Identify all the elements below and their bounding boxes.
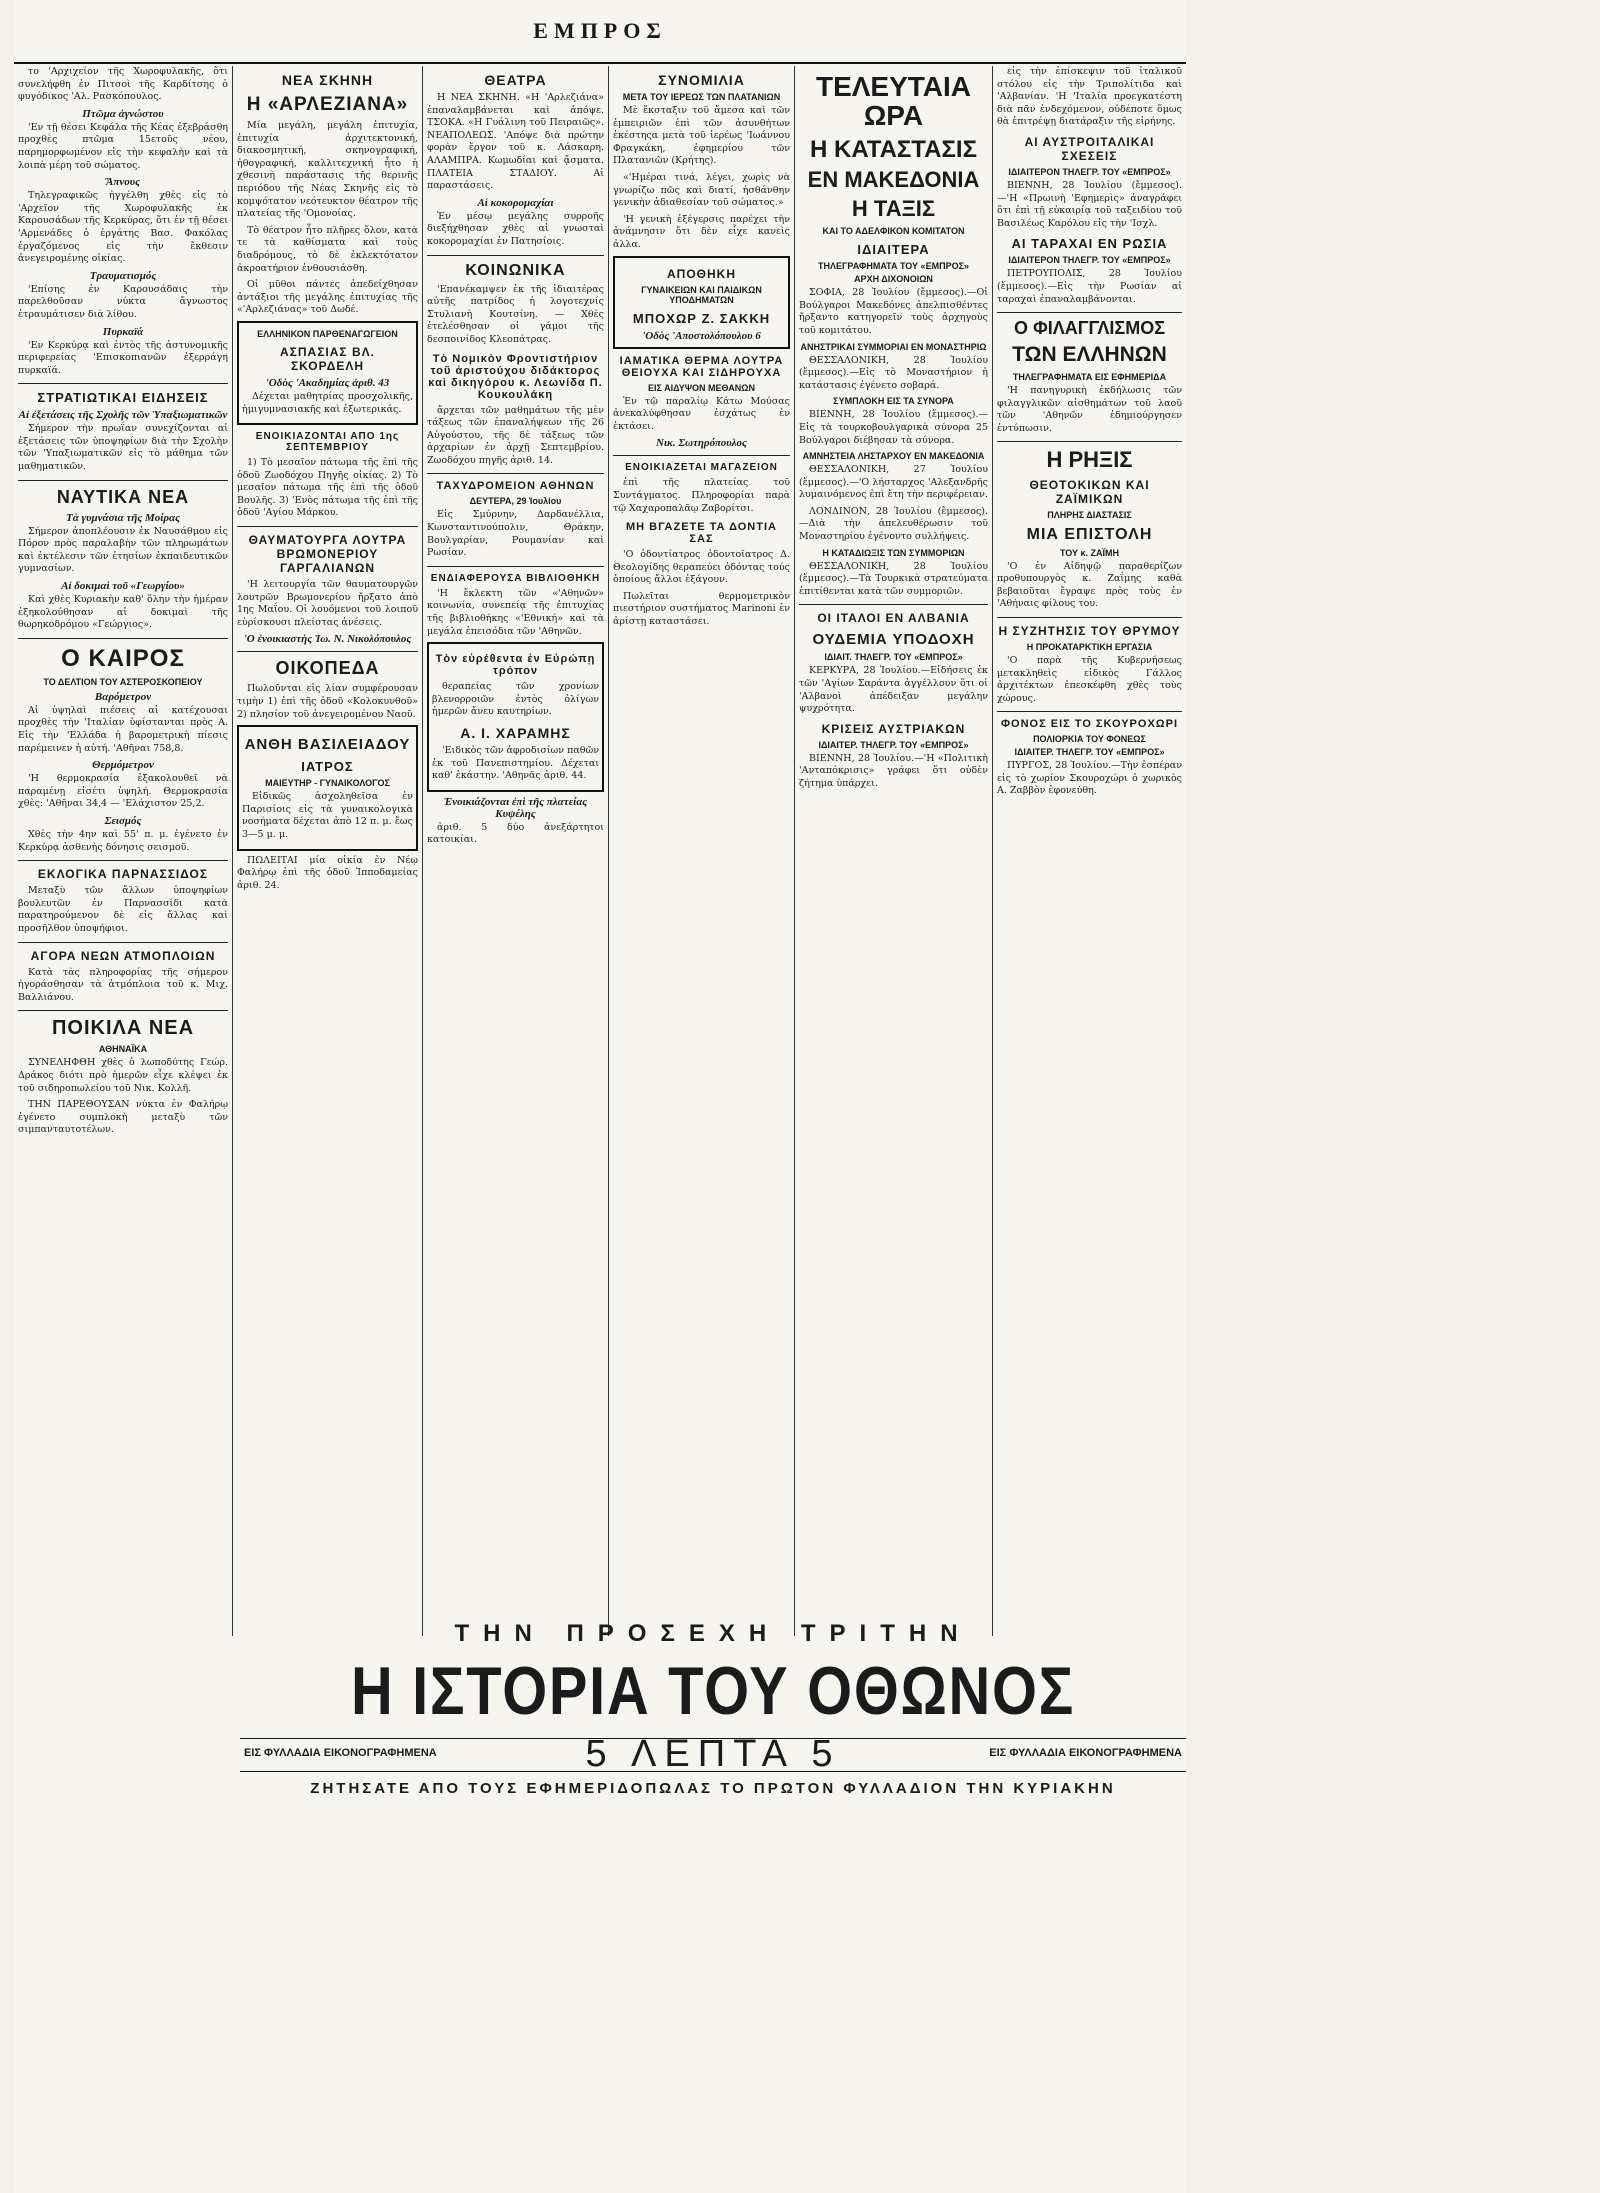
headline: Η ΤΑΞΙΣ [851, 196, 936, 222]
banner-price-row [240, 1733, 1186, 1775]
section-heading: ΜΗ ΒΓΑΖΕΤΕ ΤΑ ΔΟΝΤΙΑ ΣΑΣ [626, 521, 777, 546]
section-heading: ΟΙΚΟΠΕΔΑ [275, 658, 380, 679]
article-text: 'Η λειτουργία τῶν θαυματουργῶν λουτρῶν Βρωμονερίου ἤρξατο ἀπὸ 1ης Μαΐου. Οἱ λουόμενοι τοῦ λοιποῦ εὑρίσκουσι πλείστας ἀνέσεις. [237, 579, 418, 628]
subheading: ΙΔΙΑΙΤΕΡ. ΤΗΛΕΓΡ. ΤΟΥ «ΕΜΠΡΟΣ» [818, 739, 969, 750]
subheading: ΠΛΗΡΗΣ ΔΙΑΣΤΑΣΙΣ [1047, 509, 1132, 520]
section-heading: ΝΑΥΤΙΚΑ ΝΕΑ [56, 486, 190, 507]
article-text: ΘΕΣΣΑΛΟΝΙΚΗ, 28 Ἰουλίου (ἔμμεσος).—Εἰς τὸ Μοναστήριον ἡ κατάστασις ἐγένετο σοβαρά. [799, 354, 988, 391]
section-heading: ΤΑΧΥΔΡΟΜΕΙΟΝ ΑΘΗΝΩΝ [436, 480, 595, 493]
article-text: ἀριθ. 5 δύο ἀνεξάρτητοι κατοικίαι. [427, 821, 604, 846]
banner-line-1: ΤΗΝ ΠΡΟΣΕΧΗ ΤΡΙΤΗΝ [454, 1620, 972, 1647]
article-text: ΒΙΕΝΝΗ, 28 Ἰουλίου.—'Η «Πολιτικὴ 'Ανταπόκρισις» γράφει ὅτι οὐδὲν ζήτημα ὑπάρχει. [799, 752, 988, 789]
section-heading: ΦΟΝΟΣ ΕΙΣ ΤΟ ΣΚΟΥΡΟΧΩΡΙ [1001, 718, 1178, 731]
headline: Ἄπνους [105, 176, 140, 189]
section-heading: ΑΙ ΑΥΣΤΡΟΙΤΑΛΙΚΑΙ ΣΧΕΣΕΙΣ [1024, 134, 1155, 163]
signature: 'Ο ἐνοικιαστὴς Ἰω. Ν. Νικολόπουλος [243, 633, 412, 646]
article-text: ΠΥΡΓΟΣ, 28 Ἰουλίου.—Τὴν ἑσπέραν εἰς τὸ χωρίον Σκουροχώρι ὁ χωρικὸς Α. Ζαββὸν ἐφονεύθη. [997, 760, 1182, 797]
subheading: ΔΕΥΤΕΡΑ, 29 Ἰουλίου [469, 496, 562, 507]
subheading: ΑΡΧΗ ΔΙΧΟΝΟΙΩΝ [854, 274, 933, 285]
advertisement [237, 321, 418, 425]
subheading: ΤΟ ΔΕΛΤΙΟΝ ΤΟΥ ΑΣΤΕΡΟΣΚΟΠΕΙΟΥ [43, 676, 203, 687]
subheading: ΑΘΗΝΑΪΚΑ [98, 1044, 148, 1055]
subheading: Η ΚΑΤΑΔΙΩΞΙΣ ΤΩΝ ΣΥΜΜΟΡΙΩΝ [822, 547, 965, 558]
ad-subtitle: ΜΑΙΕΥΤΗΡ - ΓΥΝΑΙΚΟΛΟΓΟΣ [265, 778, 390, 789]
article-text: ΤΗΝ ΠΑΡΕΘΟΥΣΑΝ νύκτα ἐν Φαλήρῳ ἐγένετο συμπλοκὴ μεταξὺ τῶν σιμπανταυτοτέλων. [18, 1099, 228, 1136]
article-text: Καὶ χθὲς Κυριακὴν καθ' ὅλην τὴν ἡμέραν ἐξηκολούθησαν αἱ δοκιμαὶ τῆς θωρηκοδρόμου «Γεώργιος». [18, 594, 228, 631]
column-5 [794, 66, 992, 1636]
subheading: Η ΠΡΟΚΑΤΑΡΚΤΙΚΗ ΕΡΓΑΣΙΑ [1026, 641, 1153, 652]
article-text: ΘΕΣΣΑΛΟΝΙΚΗ, 28 Ἰουλίου (ἔμμεσος).—Τὰ Τουρκικὰ στρατεύματα ἐπιτίθενται κατὰ τῶν συμμοριῶν. [799, 560, 988, 597]
headline: Πυρκαϊά [102, 325, 144, 338]
article-text: το 'Αρχιχείον τῆς Χωροφυλακῆς, ὅτι συνελήφθη ἐν Πιτσοὶ τῆς Καρδίτσης ὁ φυγόδικος 'Αλ. Ρασκόπουλος. [18, 66, 228, 103]
article-text: εἰς τὴν ἐπίσκεψιν τοῦ ἰταλικοῦ στόλου εἰς τὴν Τριπολίτιδα καὶ 'Αλβανίαν. 'Η 'Ιταλία προεγκατέστη διὰ πᾶν ἐνδεχόμενον, οὐδέποτε ὅμως θὰ ἐπιτρέψῃ διατάραξιν τῆς εἰρήνης. [997, 66, 1182, 128]
article-text: 'Η θερμοκρασία ἐξακολουθεῖ νὰ παραμένῃ εἰσέτι ὑψηλή. Θερμοκρασία χθὲς: 'Αθῆναι 34,4 — 'Ελάχιστον 25,2. [18, 773, 228, 810]
subheading: ΠΟΛΙΟΡΚΙΑ ΤΟΥ ΦΟΝΕΩΣ [1033, 734, 1146, 745]
article-text: Ἐν μέσῳ μεγάλης συρροῆς διεξήχθησαν χθὲς αἱ γνωσταὶ κοκορομαχίαι ἐν Πατησίοις. [427, 210, 604, 247]
headline: Αἱ ἐξετάσεις τῆς Σχολῆς τῶν Ὑπαξιωματικῶν [18, 409, 228, 422]
column-2 [232, 66, 422, 1636]
article-text: 'Ο ἐν Αἰδηψῷ παραθερίζων προθυπουργὸς κ. Ζαΐμης καθὰ βεβαιοῦται ἔγραψε πρὸς τοὺς ἐν 'Αθήναις φίλους του. [997, 560, 1182, 610]
section-heading: ΝΕΑ ΣΚΗΝΗ [281, 72, 374, 88]
section-heading: ΣΤΡΑΤΙΩΤΙΚΑΙ ΕΙΔΗΣΕΙΣ [37, 390, 209, 406]
subheading: ΑΝΗΣΤΡΙΚΑΙ ΣΥΜΜΟΡΙΑΙ ΕΝ ΜΟΝΑΣΤΗΡΙΩ [800, 341, 987, 352]
section-heading: Η ΣΥΖΗΤΗΣΙΣ ΤΟΥ ΘΡΥΜΟΥ [998, 623, 1181, 638]
ad-address: 'Οδὸς 'Αποστολόπουλου 6 [642, 329, 761, 342]
ad-title: ΙΑΤΡΟΣ [301, 759, 354, 775]
column-6 [992, 66, 1186, 1636]
ad-heading: ΕΛΛΗΝΙΚΟΝ ΠΑΡΘΕΝΑΓΩΓΕΙΟΝ [257, 328, 398, 339]
section-heading: ΟΙ ΙΤΑΛΟΙ ΕΝ ΑΛΒΑΝΙΑ [817, 611, 970, 626]
article-text: Σήμερον ἀποπλέουσιν ἐκ Ναυσάθμου εἰς Πόρον πρὸς παραλαβὴν τῶν πληρωμάτων καὶ ἐκτέλεσιν τῶν ἐτησίων ἐκπαιδευτικῶν γυμνασίων. [18, 525, 228, 575]
article-text: ΘΕΣΣΑΛΟΝΙΚΗ, 27 Ἰουλίου (ἔμμεσος).—'Ο λήσταρχος 'Αλεξανδρῆς λυμαινόμενος ἐπὶ ἔτη τὴν περιφέρειαν. [799, 464, 988, 501]
advertisement [427, 642, 604, 792]
banner-line-4: ΖΗΤΗΣΑΤΕ ΑΠΟ ΤΟΥΣ ΕΦΗΜΕΡΙΔΟΠΩΛΑΣ ΤΟ ΠΡΩΤΟΝ ΦΥΛΛΑΔΙΟΝ ΤΗΝ ΚΥΡΙΑΚΗΝ [310, 1780, 1116, 1797]
ad-text: Δέχεται μαθητρίας προσχολικῆς, ἡμιγυμνασιακῆς καὶ ἐξωτερικάς. [242, 390, 413, 415]
article-text: ΠΕΤΡΟΥΠΟΛΙΣ, 28 Ἰουλίου (ἔμμεσος).—Εἰς τὴν Ρωσίαν αἱ ταραχαὶ ἐπαναλαμβάνονται. [997, 268, 1182, 305]
headline: Τραυματισμός [89, 269, 157, 282]
section-heading: ΣΥΝΟΜΙΛΙΑ [658, 72, 745, 88]
article-text: ἐπὶ τῆς πλατείας τοῦ Συντάγματος. Πληροφορίαι παρὰ τῷ Χαχαροπαλᾶῳ Ζαβορίτσι. [613, 477, 790, 514]
headline: ΤΩΝ ΕΛΛΗΝΩΝ [1012, 343, 1167, 367]
article-text: 'Επανέκαμψεν ἐκ τῆς ἰδιαιτέρας αὐτῆς πατρίδος ἡ λογοτεχνίς Στυλιανὴ Κουτσίνη. — Χθὲς ἐτελέσθησαν οἱ γάμοι τῆς δεσποινίδος Κλεοπάτρας. [427, 283, 604, 345]
subheading: ΙΔΙΑΙΤ. ΤΗΛΕΓΡ. ΤΟΥ «ΕΜΠΡΟΣ» [824, 652, 963, 663]
article-text: Ἐν τῷ παραλίῳ Κάτω Μούσας ἀνεκαλύφθησαν ἐσχάτως ἐν ἐκτάσει. [613, 395, 790, 432]
column-4 [608, 66, 794, 1636]
columns [14, 66, 1186, 1636]
headline: Πτῶμα ἀγνώστου [82, 107, 164, 120]
article-text: Πωλοῦνται εἰς λίαν συμφέρουσαν τιμὴν 1) ἐπὶ τῆς ὁδοῦ «Κολοκυνθοῦ» 2) πλησίον τοῦ ἀνεγειρομένου Ναοῦ. [237, 683, 418, 720]
subheading: ΣΥΜΠΛΟΚΗ ΕΙΣ ΤΑ ΣΥΝΟΡΑ [833, 396, 954, 407]
section-heading: ΚΟΙΝΩΝΙΚΑ [465, 261, 566, 279]
section-heading: ΚΡΙΣΕΙΣ ΑΥΣΤΡΙΑΚΩΝ [821, 721, 966, 736]
article-text: 'Ο παρὰ τῆς Κυβερνήσεως μετακληθεὶς εἰδικὸς Γάλλος ἀρχιτέκτων ἐπεσκέφθη χθὲς τοὺς χώρους. [997, 654, 1182, 704]
section-heading: ΕΝΔΙΑΦΕΡΟΥΣΑ ΒΙΒΛΙΟΘΗΚΗ [430, 572, 601, 584]
article-text: Σήμερον τὴν πρωΐαν συνεχίζονται αἱ ἐξετάσεις τῶν ὑποψηφίων διὰ τὴν Σχολὴν τῶν 'Υπαξιωματικῶν εἰς τὸ μάθημα τῶν μαθηματικῶν. [18, 423, 228, 473]
ad-heading: ΑΠΟΘΗΚΗ [667, 266, 736, 281]
article-text: Εἰς Σμύρνην, Δαρδανέλλια, Κωνσταντινούπολιν, Θράκην, Βουλγαρίαν, Ρουμανίαν καὶ Ρωσίαν. [427, 509, 604, 559]
article-text: 'Εν τῇ θέσει Κεφάλα τῆς Κέας ἐξεβράσθη προχθὲς πτῶμα 15ετοῦς νέου, παρημορφωμένον εἰς τὴν κεφαλὴν καὶ τὰ λοιπὰ μέρη τοῦ σώματος. [18, 121, 228, 171]
headline: Η ΚΑΤΑΣΤΑΣΙΣ [810, 135, 977, 163]
banner-left-text: ΕΙΣ ΦΥΛΛΑΔΙΑ ΕΙΚΟΝΟΓΡΑΦΗΜΕΝΑ [244, 1747, 437, 1759]
ad-name: ΑΝΘΗ ΒΑΣΙΛΕΙΑΔΟΥ [244, 736, 411, 754]
ad-text: Εἰδικῶς ἀσχοληθεῖσα ἐν Παρισίοις εἰς τὰ γυναικολογικὰ νοσήματα δέχεται ἀπὸ 12 π. μ. ἕως 3—5 μ. μ. [242, 791, 413, 840]
article-text: 'Η γενικὴ ἐξέγερσις παρέχει τὴν ἀνάμνησιν ὅτι δὲν εἶχε κανεὶς ἀλλα. [613, 213, 790, 250]
article-text: ΣΟΦΙΑ, 28 Ἰουλίου (ἔμμεσος).—Οἱ Βούλγαροι Μακεδόνες ἀπελπισθέντες ἤρξαντο κατηγορεῖν τοὺς ἀρχηγοὺς τοῦ κομιτάτου. [799, 287, 988, 336]
article-text: ΠΩΛΕΙΤΑΙ μία οἰκία ἐν Νέῳ Φαλήρῳ ἐπὶ τῆς ὁδοῦ Ἰπποδαμείας ἀριθ. 24. [237, 854, 418, 891]
article-text: Τηλεγραφικῶς ἠγγέλθη χθὲς εἰς τὸ 'Αρχεῖον τῆς Χωροφυλακῆς ἐκ Καρουσάδων τῆς Κερκύρας, ὅτι ἐν τῇ θέσει 'Αρμενάδες ὁ ἐργάτης Βασ. Φακόλας ἐργαζόμενος εἰς τὴν ἔκθεσιν ἀνεγειρομένης οἰκίας. [18, 190, 228, 265]
headline: ΟΥΔΕΜΙΑ ΥΠΟΔΟΧΗ [812, 631, 975, 649]
subheading: ΙΔΙΑΙΤΕΡ. ΤΗΛΕΓΡ. ΤΟΥ «ΕΜΠΡΟΣ» [1014, 747, 1165, 758]
headline: Η «ΑΡΛΕΖΙΑΝΑ» [246, 94, 409, 115]
subheading: ΙΔΙΑΙΤΕΡΟΝ ΤΗΛΕΓΡ. ΤΟΥ «ΕΜΠΡΟΣ» [1008, 255, 1171, 266]
headline: ΤΕΛΕΥΤΑΙΑ ΩΡΑ [815, 71, 972, 132]
page-margin [1186, 0, 1586, 2193]
section-heading: ΘΑΥΜΑΤΟΥΡΓΑ ΛΟΥΤΡΑ ΒΡΩΜΟΝΕΡΙΟΥ ΓΑΡΓΑΛΙΑΝΩΝ [248, 533, 407, 576]
subheading: ΜΕΤΑ ΤΟΥ ΙΕΡΕΩΣ ΤΩΝ ΠΛΑΤΑΝΙΩΝ [622, 92, 781, 102]
ad-name: Α. Ι. ΧΑΡΑΜΗΣ [460, 725, 571, 741]
article-text: Πωλεῖται θερμομετρικὸν πιεστήριον συστήματος Marinoni ἐν ἀρίστῃ καταστάσει. [613, 590, 790, 628]
section-heading: ΕΝΟΙΚΙΑΖΟΝΤΑΙ ΑΠΟ 1ης ΣΕΠΤΕΜΒΡΙΟΥ [255, 431, 400, 454]
newspaper-title: ΕΜΠΡΟΣ [533, 18, 667, 43]
banner-advertisement [240, 1620, 1186, 1830]
article-text: Η ΝΕΑ ΣΚΗΝΗ. «Η 'Αρλεζιάνα» ἐπαναλαμβάνεται καὶ ἀπόψε. ΤΣΟΚΑ. «Η Γυάλινη τοῦ Πειραιῶς». ΝΕΑΠΟΛΕΩΣ. 'Απόψε διὰ πρώτην φορὰν ἔργον τοῦ κ. Λάσκαρη. ΑΛΑΜΠΡΑ. Κωμωδίαι καὶ ᾄσματα. ΠΛΑΤΕΙΑ ΣΤΑΔΙΟΥ. Αἱ παραστάσεις. [427, 92, 604, 192]
article-text: ΣΥΝΕΛΗΦΘΗ χθὲς ὁ λωποδύτης Γεώρ. Δράκος διότι πρὸ ἡμερῶν εἶχε κλέψει ἐκ τοῦ σιδηροπωλείου τοῦ Νικ. Κολλῆ. [18, 1057, 228, 1094]
article-text: «'Ημέραι τινά, λέγει, χωρὶς νὰ γνωρίζω πῶς καὶ διατί, ἠσθάνθην γενικὴν ἀδιαθεσίαν τοῦ σώματος.» [613, 171, 790, 209]
section-heading: ΕΚΛΟΓΙΚΑ ΠΑΡΝΑΣΣΙΔΟΣ [37, 867, 209, 882]
subheading: ΤΟΥ κ. ΖΑΪΜΗ [1059, 547, 1120, 558]
headline: Σεισμός [104, 814, 142, 827]
subheading: ΙΔΙΑΙΤΕΡΟΝ ΤΗΛΕΓΡ. ΤΟΥ «ΕΜΠΡΟΣ» [1008, 166, 1171, 177]
banner-right-text: ΕΙΣ ΦΥΛΛΑΔΙΑ ΕΙΚΟΝΟΓΡΑΦΗΜΕΝΑ [989, 1747, 1182, 1759]
column-1 [14, 66, 232, 1636]
article-text: 'Ο ὀδοντίατρος ὀδοντοϊατρος Δ. Θεολογίδης θεραπεύει ὀδόντας τούς ὁποίους ἄλλοι ἐξάγουν. [613, 549, 790, 586]
ad-name: ΜΠΟΧΩΡ Ζ. ΣΑΚΚΗ [632, 310, 771, 326]
ad-heading: Τὸν εὑρέθεντα ἐν Εὐρώπῃ τρόπον [435, 653, 596, 678]
section-heading: ΕΝΟΙΚΙΑΖΕΤΑΙ ΜΑΓΑΖΕΙΟΝ [625, 462, 778, 474]
headline: ΕΝ ΜΑΚΕΔΟΝΙΑ [807, 166, 980, 192]
subheading: ΑΜΝΗΣΤΕΙΑ ΛΗΣΤΑΡΧΟΥ ΕΝ ΜΑΚΕΔΟΝΙΑ [802, 451, 985, 462]
article-text: 1) Τὸ μεσαῖον πάτωμα τῆς ἐπὶ τῆς ὁδοῦ Ζωοδόχου Πηγῆς οἰκίας. 2) Τὸ μεσαῖον πάτωμα τῆς ἐπὶ τῆς ὁδοῦ Βουλῆς. 3) 'Ενὸς πάτωμα τῆς ἐπὶ τῆς ὁδοῦ 'Αγίου Μάρκου. [237, 457, 418, 519]
newspaper-page [14, 0, 1186, 2193]
section-heading: Ο ΚΑΙΡΟΣ [61, 644, 185, 672]
headline: Η ΡΗΞΙΣ [1046, 447, 1133, 473]
advertisement [237, 725, 418, 850]
subheading: ΤΗΛΕΓΡΑΦΗΜΑΤΑ ΤΟΥ «ΕΜΠΡΟΣ» [818, 261, 969, 272]
ad-name: ΑΣΠΑΣΙΑΣ ΒΛ. ΣΚΟΡΔΕΛΗ [280, 344, 375, 373]
ad-text: 'Ειδικὸς τῶν ἀφροδισίων παθῶν ἐκ τοῦ Πανεπιστημίου. Δέχεται καθ' ἑκάστην. 'Αθηνᾶς ἀριθ. 44. [432, 745, 599, 782]
section-heading: ΠΟΙΚΙΛΑ ΝΕΑ [51, 1017, 195, 1040]
headline: Ἐνοικιάζονται ἐπὶ τῆς πλατείας Κυψέλης [443, 795, 588, 820]
masthead [14, 0, 1186, 64]
section-heading: ΙΑΜΑΤΙΚΑ ΘΕΡΜΑ ΛΟΥΤΡΑ ΘΕΙΟΥΧΑ ΚΑΙ ΣΙΔΗΡΟΥΧΑ [619, 354, 784, 379]
article-text: Κατὰ τὰς πληροφορίας τῆς σήμερον ἠγοράσθησαν τὰ ἀτμόπλοια τοῦ κ. Μιχ. Βαλλιάνου. [18, 966, 228, 1003]
article-text: ΛΟΝΔΙΝΟΝ, 28 Ἰουλίου (ἔμμεσος).—Διὰ τὴν ἀπελευθέρωσιν τοῦ Μοναστηρίου ἐγένοντο συλλήψεις. [799, 505, 988, 543]
subheading: ΕΙΣ ΑΙΔΥΨΟΝ ΜΕΘΑΝΩΝ [648, 382, 755, 393]
ad-subtitle: ΓΥΝΑΙΚΕΙΩΝ ΚΑΙ ΠΑΙΔΙΚΩΝ ΥΠΟΔΗΜΑΤΩΝ [641, 284, 762, 305]
article-text: 'Εν Κερκύρᾳ καὶ ἐντὸς τῆς ἀστυνομικῆς περιφερείας 'Επισκοπιανῶν ἐξερράγη πυρκαϊά. [18, 339, 228, 376]
article-text: Μία μεγάλη, μεγάλη ἐπιτυχία, ἐπιτυχία ἀρχιτεκτονική, διακοσμητική, σκηνογραφική, ἠθογραφική, καλλιτεχνική ἦτο ἡ χθεσινὴ παράστασις τῆς θερινῆς περιόδου τῆς Νέας Σκηνῆς εἰς τὸ κομψότατον νεότευκτον θέατρον τῆς πλατείας τῆς 'Ομονοίας. [237, 120, 418, 220]
headline: ΜΙΑ ΕΠΙΣΤΟΛΗ [1026, 525, 1153, 543]
article-text: Οἱ μῦθοι πάντες ἀπεδείχθησαν ἀντάξιοι τῆς μεγάλης ἐπιτυχίας τῆς «'Αρλεζιάνας» τοῦ Δωδέ. [237, 279, 418, 316]
article-text: 'Επίσης ἐν Καρουσάδαις τὴν παρελθοῦσαν νύκτα ἄγνωστος ἐτραυμάτισεν διὰ λίθου. [18, 283, 228, 320]
headline: Θερμόμετρον [92, 759, 154, 772]
subheading: ΚΑΙ ΤΟ ΑΔΕΛΦΙΚΟΝ ΚΟΜΙΤΑΤΟΝ [822, 226, 965, 237]
ad-address: 'Οδὸς 'Ακαδημίας ἀριθ. 43 [265, 376, 390, 389]
headline: Βαρόμετρον [94, 690, 152, 703]
article-text: Αἱ ὑψηλαὶ πιέσεις αἱ κατέχουσαι προχθὲς τὴν 'Ιταλίαν ὑφίστανται πρὸς Α. Εἰς τὴν 'Ελλάδα ἡ βαρομετρικὴ πίεσις παρέμεινεν ἡ αὐτή. 'Αθῆναι 758,8. [18, 704, 228, 754]
section-heading: ΑΓΟΡΑ ΝΕΩΝ ΑΤΜΟΠΛΟΙΩΝ [30, 948, 216, 963]
article-text: ΒΙΕΝΝΗ, 28 Ἰουλίου (ἔμμεσος).—'Η «Πρωινὴ 'Εφημερὶς» ἀναγράφει ὅτι ἐπὶ τῇ εὐκαιρίᾳ τοῦ ταξειδίου τοῦ Βασιλέως Καρόλου εἰς τὴν 'Ισχλ. [997, 179, 1182, 229]
headline: Αἱ κοκορομαχίαι [477, 196, 554, 209]
article-text: Χθὲς τὴν 4ην καὶ 55' π. μ. ἐγένετο ἐν Κερκύρᾳ ἀσθενὴς δόνησις σεισμοῦ. [18, 828, 228, 853]
article-text: 'Η ἔκλεκτη τῶν «'Αθηνῶν» κοινωνία, συνεπείᾳ τῆς ἐπιτυχίας τῆς βιβλιοθήκης «'Εθνική» καὶ τὰ μεγάλα ἐπεισόδια τῶν 'Αθηνῶν. [427, 587, 604, 637]
article-text: Τὸ θέατρον ἦτο πλῆρες ὅλον, κατὰ τε τὰ καθίσματα καὶ τοὺς διαδρόμους, τὸ δὲ ἐκλεκτότατον ἀκροατήριον ἐνθουσιάσθη. [237, 224, 418, 274]
article-text: ΒΙΕΝΝΗ, 28 Ἰουλίου (ἔμμεσος).—Εἰς τὰ τουρκοβουλγαρικὰ σύνορα 25 Βούλγαροι διέβησαν τὰ σύνορα. [799, 409, 988, 446]
article-text: 'Η πανηγυρικὴ ἐκδήλωσις τῶν φιλαγγλικῶν αἰσθημάτων τοῦ λαοῦ τῶν 'Αθηνῶν ἐδημιούργησεν ἐντύπωσιν. [997, 385, 1182, 434]
headline: Τὰ γυμνάσια τῆς Μοίρας [66, 511, 180, 524]
banner-title: Η ΙΣΤΟΡΙΑ ΤΟΥ ΟΘΩΝΟΣ [350, 1653, 1076, 1729]
headline: Αἱ δοκιμαὶ τοῦ «Γεωργίου» [61, 580, 185, 593]
section-heading: ΑΙ ΤΑΡΑΧΑΙ ΕΝ ΡΩΣΙΑ [1011, 236, 1168, 252]
article-text: Μεταξὺ τῶν ἄλλων ὑποψηφίων βουλευτῶν ἐν Παρνασσίδι κατὰ παρατηρούμενον δὲ εἰς ἄλλας καὶ προσῆλθον ὑποψήφιοι. [18, 885, 228, 934]
column-3 [422, 66, 608, 1636]
article-text: ἄρχεται τῶν μαθημάτων τῆς μὲν τάξεως τῶν ἐπαναλήψεων τῆς 26 Αὐγούστου, τῆς δὲ τάξεως τῶν ἀρχαρίων ἐν ἀρχῇ Σεπτεμβρίου. Ζωοδόχου πηγῆς ἀριθ. 14. [427, 404, 604, 466]
headline: Ο ΦΙΛΑΓΓΛΙΣΜΟΣ [1013, 318, 1166, 339]
banner-price: 5 ΛΕΠΤΑ 5 [585, 1733, 841, 1775]
headline: ΘΕΟΤΟΚΙΚΩΝ ΚΑΙ ΖΑΪΜΙΚΩΝ [1029, 477, 1150, 506]
article-text: ΚΕΡΚΥΡΑ, 28 Ἰουλίου.—Εἰδήσεις ἐκ τῶν 'Αγίων Σαράντα ἀγγέλλουν ὅτι οἱ 'Αλβανοὶ ἀπέδειξαν μεγάλην ψυχρότητα. [799, 665, 988, 715]
article-text: Μὲ ἔκσταξιν τοῦ ἄμεσα καὶ τῶν ἐμπειριῶν ἐπὶ τῶν ἀσυνθήτων ἐκέστηςα μετὰ τοῦ ἱερέως 'Ιωάννου Φραγκάκη, ἐφημερίου τῶν Πλατανιῶν (Κρήτης). [613, 105, 790, 167]
signature: Νικ. Σωτηρόπουλος [656, 437, 747, 450]
advertisement [613, 256, 790, 349]
section-heading: ΘΕΑΤΡΑ [484, 72, 547, 88]
subheading: ΤΗΛΕΓΡΑΦΗΜΑΤΑ ΕΙΣ ΕΦΗΜΕΡΙΔΑ [1012, 372, 1167, 383]
headline: Τὸ Νομικὸν Φροντιστήριον τοῦ ἀριστούχου διδάκτορος καὶ δικηγόρου κ. Λεωνίδα Π. Κουκουλάκη [428, 352, 603, 401]
ad-text: θεραπείας τῶν χρονίων βλενορροιῶν ἐντὸς ὀλίγων ἡμερῶν ἄνευ καυτηρίων. [432, 681, 599, 718]
subheading: ΙΔΙΑΙΤΕΡΑ [857, 242, 930, 258]
